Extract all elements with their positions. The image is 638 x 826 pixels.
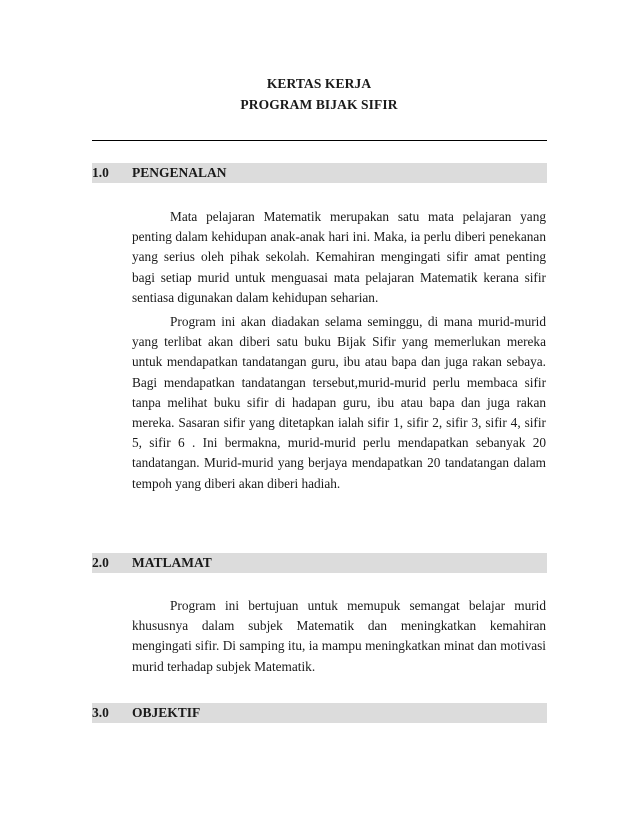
section-heading-matlamat — [92, 553, 547, 573]
section-heading-pengenalan — [92, 163, 547, 183]
paragraph-pengenalan-2: Program ini akan diadakan selama seminggu, di mana murid-murid yang terlibat akan diberi satu buku Bijak Sifir yang memerlukan mereka untuk mendapatkan tandatangan guru, ibu atau bapa dan juga rakan sebaya. Bagi mendapatkan tandatangan tersebut,murid-murid perlu membaca sifir tanpa melihat buku sifir di hadapan guru, ibu atau bapa dan juga rakan mereka. Sasaran sifir yang ditetapkan ialah sifir 1, sifir 2, sifir 3, sifir 4, sifir 5, sifir 6 . Ini bermakna, murid-murid perlu mendapatkan sebanyak 20 tandatangan. Murid-murid yang berjaya mendapatkan 20 tandatangan dalam tempoh yang diberi akan diberi hadiah. — [132, 314, 546, 491]
section-title: PENGENALAN — [132, 165, 227, 180]
section-number: 3.0 — [92, 705, 109, 720]
paragraph-matlamat-1: Program ini bertujuan untuk memupuk semangat belajar murid khususnya dalam subjek Matematik dan meningkatkan kemahiran mengingati sifir. Di samping itu, ia mampu meningkatkan minat dan motivasi murid terhadap subjek Matematik. — [132, 598, 546, 674]
document-title: KERTAS KERJA — [266, 76, 372, 91]
paragraph-pengenalan-1: Mata pelajaran Matematik merupakan satu mata pelajaran yang penting dalam kehidupan anak-anak hari ini. Maka, ia perlu diberi penekanan yang serius oleh pihak sekolah. Kemahiran mengingati sifir amat penting bagi setiap murid untuk menguasai mata pelajaran Matematik kerana sifir sentiasa digunakan dalam kehidupan seharian. — [132, 209, 546, 305]
section-number: 2.0 — [92, 555, 109, 570]
section-title: MATLAMAT — [132, 555, 212, 570]
section-heading-objektif — [92, 703, 547, 723]
section-number: 1.0 — [92, 165, 109, 180]
section-title: OBJEKTIF — [132, 705, 201, 720]
header-divider — [92, 140, 547, 141]
document-subtitle: PROGRAM BIJAK SIFIR — [240, 97, 398, 112]
